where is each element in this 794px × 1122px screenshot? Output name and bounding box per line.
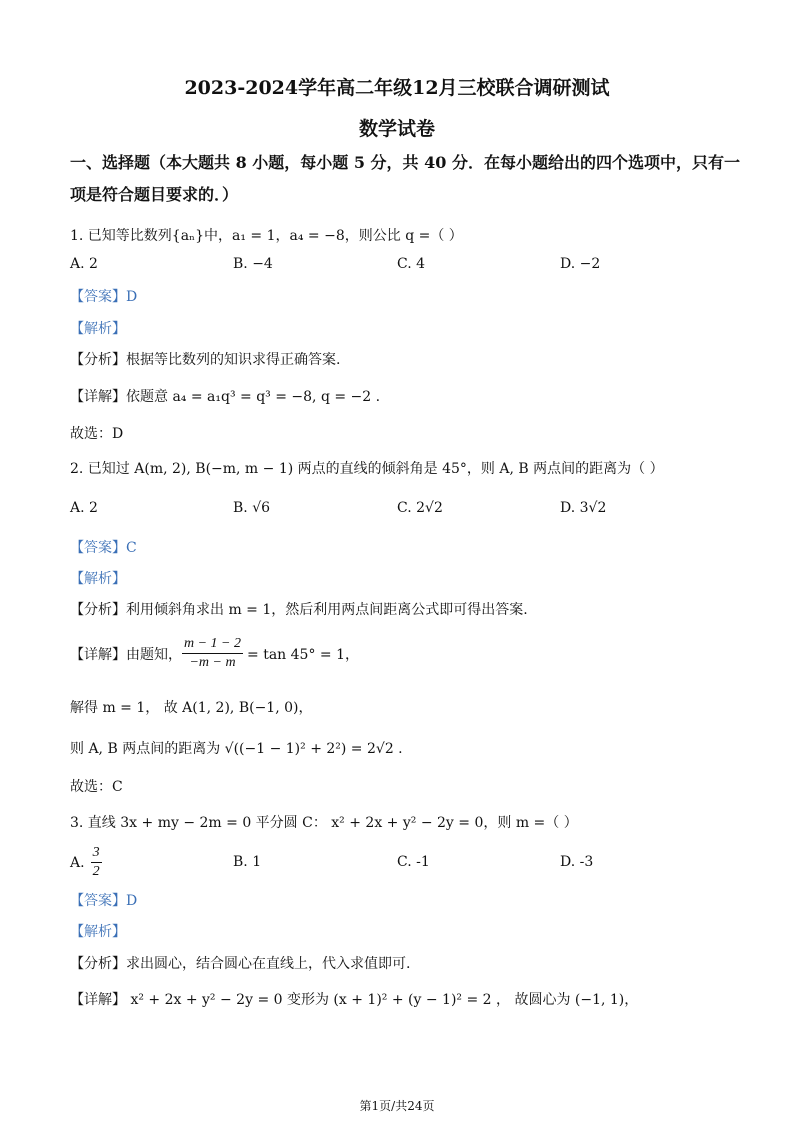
q2-detail-suffix: = tan 45° = 1， (247, 646, 359, 663)
q3-option-a-numerator: 3 (91, 844, 102, 863)
q2-fraction-denominator: −m − m (189, 655, 236, 670)
q1-detail: 【详解】依题意 a₄ = a₁q³ = q³ = −8, q = −2 . (70, 389, 381, 405)
q3-stem: 3. 直线 3x + my − 2m = 0 平分圆 C： x² + 2x + y² − 2y = 0，则 m =（ ） (70, 815, 578, 831)
q3-option-b: B. 1 (233, 854, 262, 870)
q2-option-d: D. 3√2 (560, 500, 607, 516)
q2-detail (70, 635, 359, 672)
q1-option-c: C. 4 (397, 256, 426, 272)
q2-detail-prefix: 【详解】由题知， (70, 646, 182, 663)
q2-option-b: B. √6 (233, 500, 271, 516)
q1-answer (70, 286, 137, 306)
q1-option-a: A. 2 (70, 256, 98, 272)
q2-answer: 【答案】C (70, 540, 137, 556)
q2-option-a: A. 2 (70, 500, 98, 516)
q2-analysis: 【分析】利用倾斜角求出 m = 1，然后利用两点间距离公式即可得出答案. (70, 602, 528, 618)
q1-option-b: B. −4 (233, 256, 273, 272)
q3-option-a-fraction (91, 844, 102, 881)
q2-fraction-numerator: m − 1 − 2 (182, 635, 243, 654)
q1-jiexi: 【解析】 (70, 321, 126, 337)
q3-option-a (70, 844, 102, 881)
q1-stem: 1. 已知等比数列{aₙ}中，a₁ = 1，a₄ = −8，则公比 q =（ ） (70, 228, 463, 244)
q3-analysis: 【分析】求出圆心，结合圆心在直线上，代入求值即可. (70, 956, 411, 972)
page-number: 第1页/共24页 (359, 1099, 435, 1113)
q2-solve: 解得 m = 1， 故 A(1, 2), B(−1, 0)， (70, 700, 313, 716)
q2-stem: 2. 已知过 A(m, 2), B(−m, m − 1) 两点的直线的倾斜角是 45°，则 A, B 两点间的距离为（ ） (70, 461, 664, 477)
q3-answer: 【答案】D (70, 893, 138, 909)
q2-distance: 则 A, B 两点间的距离为 √((−1 − 1)² + 2²) = 2√2 . (70, 741, 403, 757)
q2-detail-fraction (182, 635, 243, 672)
q3-option-a-label: A. (70, 854, 85, 871)
q1-conclusion: 故选：D (70, 426, 124, 442)
q3-option-a-denominator: 2 (92, 864, 100, 879)
q1-option-d: D. −2 (560, 256, 601, 272)
q3-detail: 【详解】 x² + 2x + y² − 2y = 0 变形为 (x + 1)² + (y − 1)² = 2 ， 故圆心为 (−1, 1)， (70, 992, 639, 1008)
exam-subtitle: 数学试卷 (358, 118, 435, 140)
section-header-line2: 项是符合题目要求的．） (70, 185, 239, 204)
q3-option-c: C. -1 (397, 854, 430, 870)
q3-jiexi: 【解析】 (70, 924, 126, 940)
q1-analysis: 【分析】根据等比数列的知识求得正确答案. (70, 352, 341, 368)
q2-conclusion: 故选：C (70, 779, 123, 795)
section-header-line1: 一、选择题（本大题共 8 小题，每小题 5 分，共 40 分．在每小题给出的四个选项中，只有一 (70, 153, 740, 172)
q2-jiexi: 【解析】 (70, 571, 126, 587)
exam-title: 2023-2024学年高二年级12月三校联合调研测试 (184, 77, 610, 99)
q3-option-d: D. -3 (560, 854, 594, 870)
q2-option-c: C. 2√2 (397, 500, 443, 516)
q1-answer-tag: 【答案】D (70, 289, 138, 305)
